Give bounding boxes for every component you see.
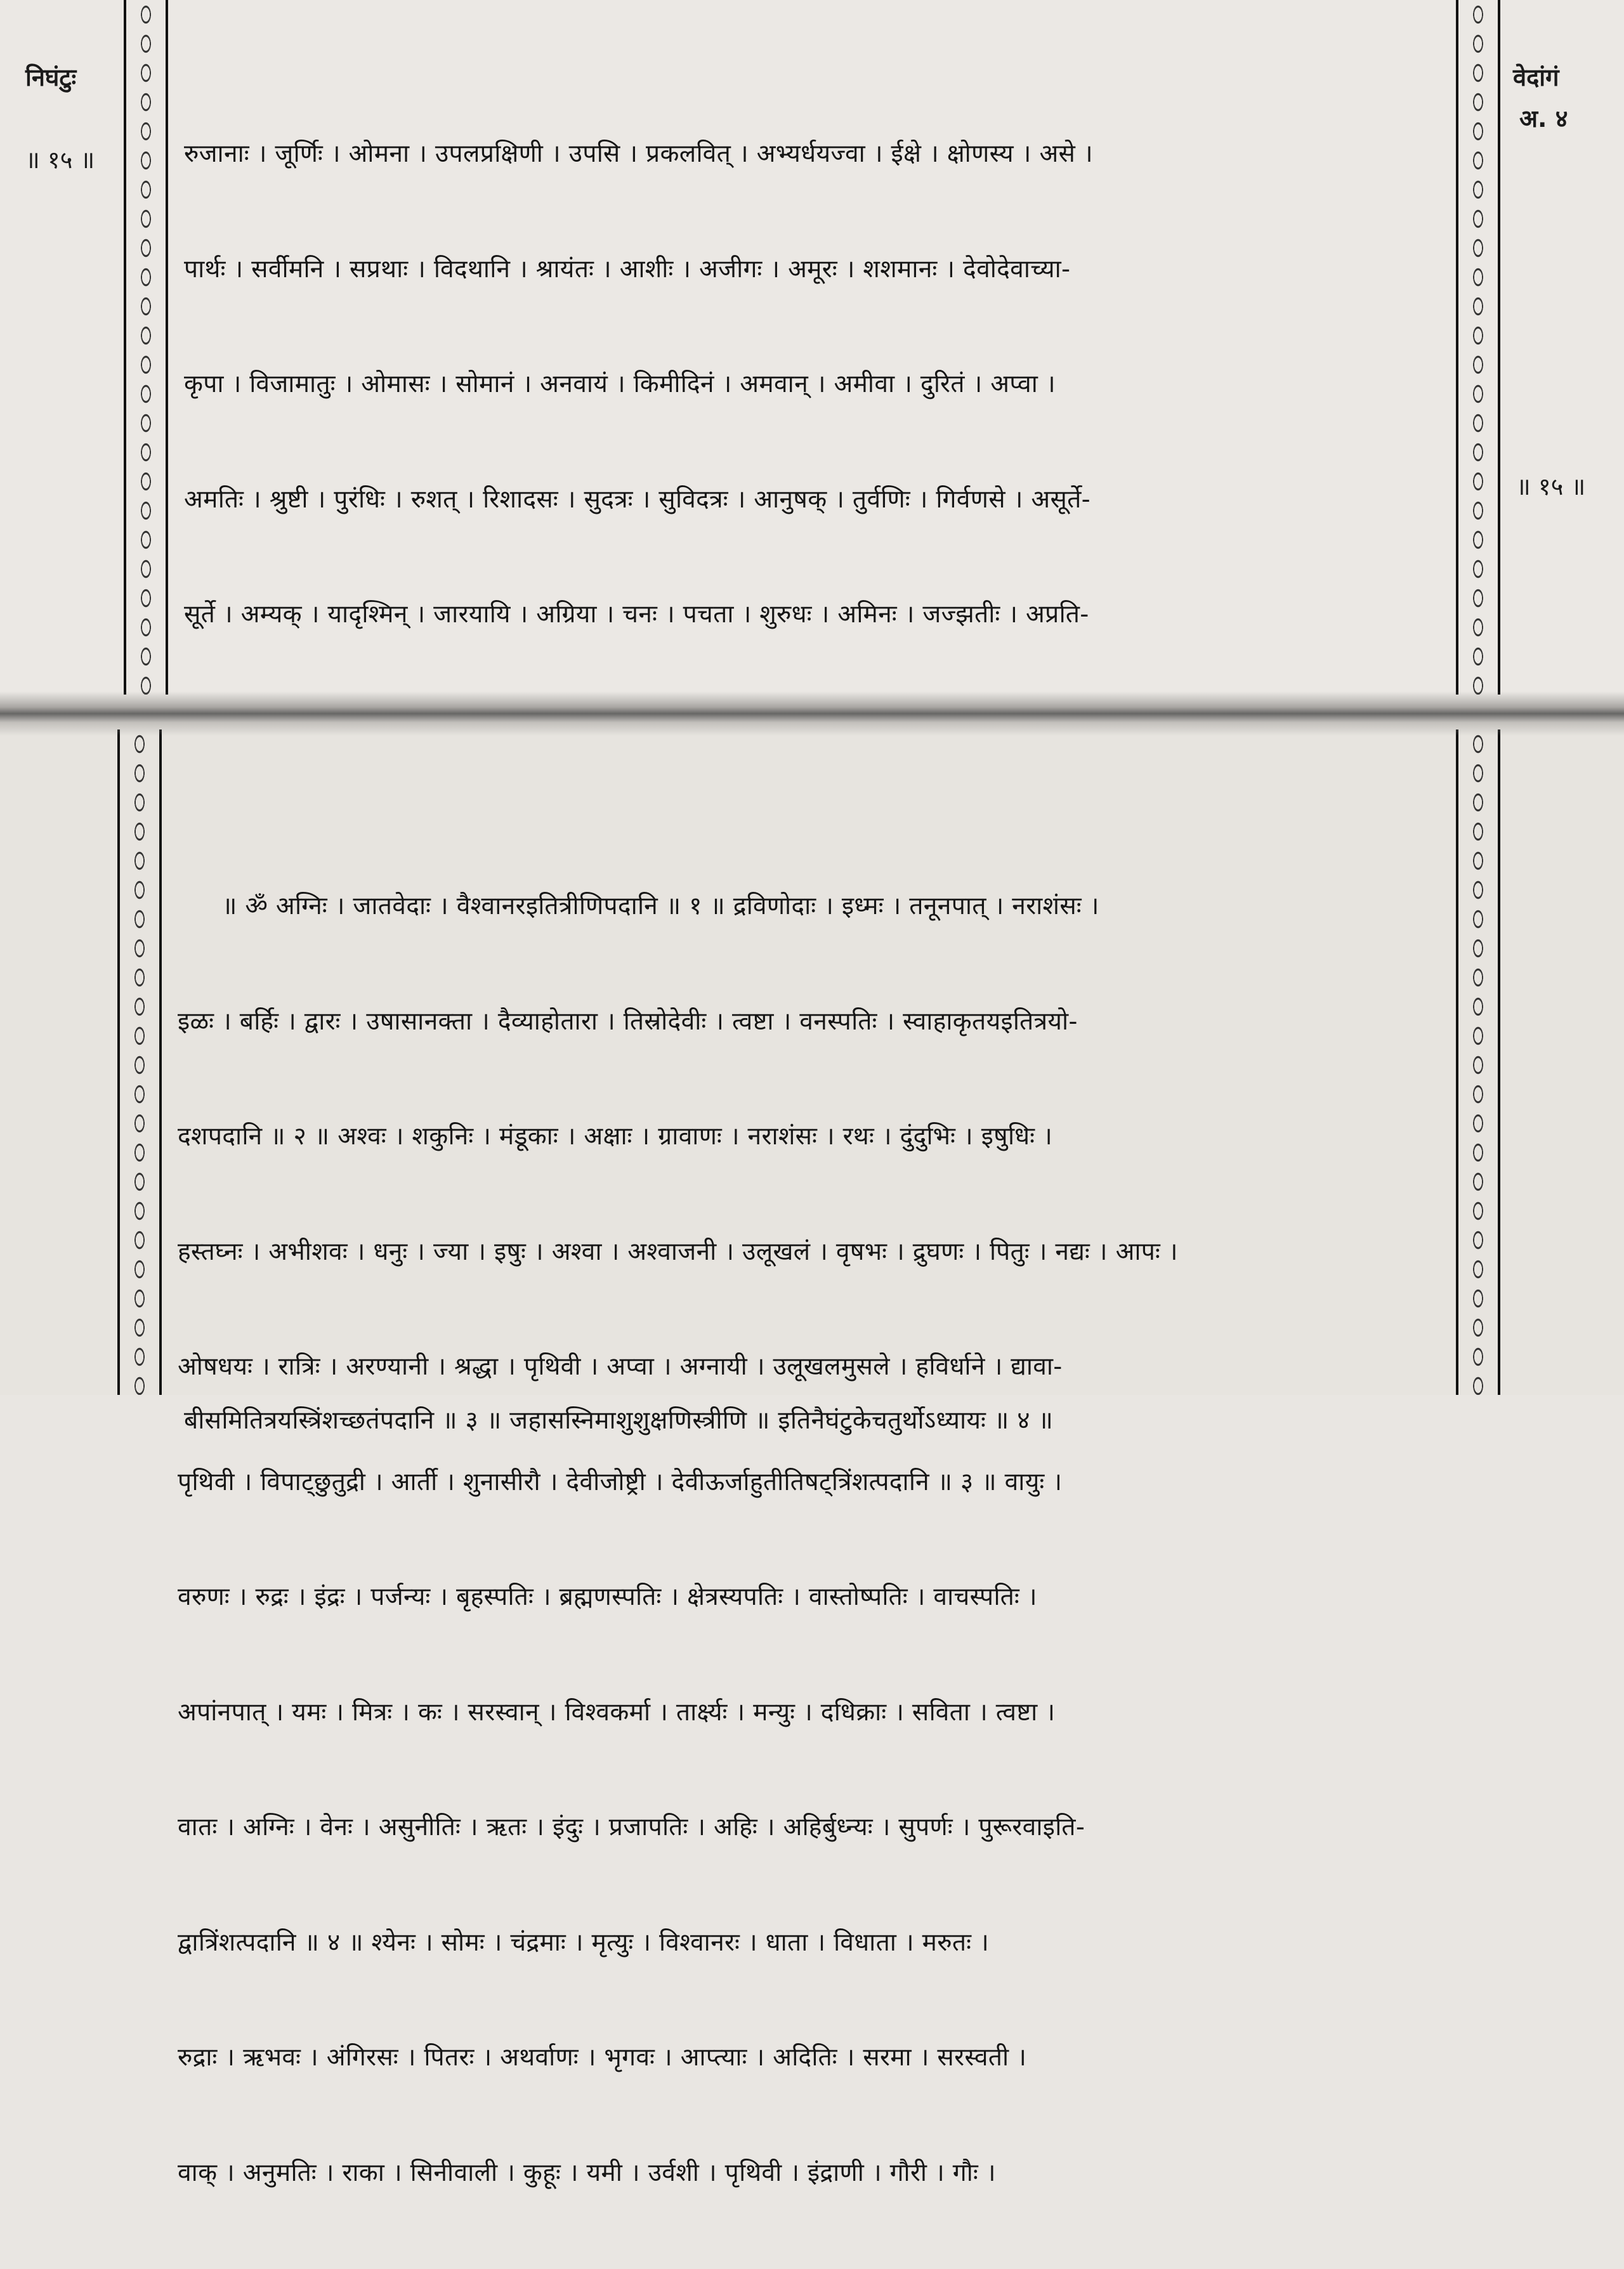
top-line: अमतिः । श्रुष्टी । पुरंधिः । रुशत् । रिशादसः । सुदत्रः । सुविदत्रः । आनुषक् । तुर्वणिः । गिर्वणसे । असूर्ते- xyxy=(184,485,1091,514)
bottom-line: इळः । बर्हिः । द्वारः । उषासानक्ता । दैव्याहोतारा । तिस्रोदेवीः । त्वष्टा । वनस्पतिः । स्वाहाकृतयइतित्रयो- xyxy=(178,1007,1078,1036)
left-ornamental-border xyxy=(124,0,168,695)
bottom-line: वातः । अग्निः । वेनः । असुनीतिः । ऋतः । इंदुः । प्रजापतिः । अहिः । अहिर्बुध्न्यः । सुपर्णः । पुरूरवाइति- xyxy=(178,1813,1085,1841)
top-line: पार्थः । सर्वीमनि । सप्रथाः । विदथानि । श्रायंतः । आशीः । अजीगः । अमूरः । शशमानः । देवोदेवाच्या- xyxy=(184,254,1071,284)
right-ornamental-border xyxy=(1456,729,1500,1395)
bottom-line: पृथिवी । विपाट्छुतुद्री । आर्ती । शुनासीरौ । देवीजोष्ट्री । देवीऊर्जाहुतीतिषट्त्रिंशत्पदानि ॥ ३ ॥ वायुः । xyxy=(178,1467,1063,1496)
top-line: सूर्ते । अम्यक् । यादृश्मिन् । जारयायि । अग्रिया । चनः । पचता । शुरुधः । अमिनः । जज्झतीः । अप्रति- xyxy=(184,600,1089,629)
bottom-line: वाक् । अनुमतिः । राका । सिनीवाली । कुहूः । यमी । उर्वशी । पृथिवी । इंद्राणी । गौरी । गौः । xyxy=(178,2158,996,2187)
bottom-line: ॥ ॐ अग्निः । जातवेदाः । वैश्वानरइतित्रीणिपदानि ॥ १ ॥ द्रविणोदाः । इध्मः । तनूनपात् । नराशंसः । xyxy=(222,892,1099,920)
bottom-line: ओषधयः । रात्रिः । अरण्यानी । श्रद्धा । पृथिवी । अप्वा । अग्नायी । उलूखलमुसले । हविर्धाने । द्यावा- xyxy=(178,1352,1063,1381)
right-ornamental-border xyxy=(1456,0,1500,695)
bottom-line: वरुणः । रुद्रः । इंद्रः । पर्जन्यः । बृहस्पतिः । ब्रह्मणस्पतिः । क्षेत्रस्यपतिः । वास्तोष्पतिः । वाचस्पतिः । xyxy=(178,1583,1037,1611)
bottom-line: द्वात्रिंशत्पदानि ॥ ४ ॥ श्येनः । सोमः । चंद्रमाः । मृत्युः । विश्वानरः । धाता । विधाता । मरुतः । xyxy=(178,1928,990,1957)
left-ornamental-border xyxy=(117,729,162,1395)
bottom-line: रुद्राः । ऋभवः । अंगिरसः । पितरः । अथर्वाणः । भृगवः । आप्त्याः । अदितिः । सरमा । सरस्वती । xyxy=(178,2043,1027,2072)
bottom-line: दशपदानि ॥ २ ॥ अश्वः । शकुनिः । मंडूकाः । अक्षाः । ग्रावाणः । नराशंसः । रथः । दुंदुभिः । इषुधिः । xyxy=(178,1122,1053,1151)
top-line: कृपा । विजामातुः । ओमासः । सोमानं । अनवायं । किमीदिनं । अमवान् । अमीवा । दुरितं । अप्वा । xyxy=(184,370,1056,398)
page-fold-shadow xyxy=(0,691,1624,736)
right-margin-title: वेदांगं xyxy=(1513,63,1559,91)
bottom-line: अपांनपात् । यमः । मित्रः । कः । सरस्वान् । विश्वकर्मा । तार्क्ष्यः । मन्युः । दधिक्राः । सविता । त्वष्टा । xyxy=(178,1697,1056,1727)
left-margin-section-number: ॥ १५ ॥ xyxy=(25,146,95,174)
top-line: बीसमितित्रयस्त्रिंशच्छतंपदानि ॥ ३ ॥ जहासस्निमाशुशुक्षणिस्त्रीणि ॥ इतिनैघंटुकेचतुर्थोऽध्यायः ॥ ४ ॥ xyxy=(184,1406,1054,1435)
top-line: रुजानाः । जूर्णिः । ओमना । उपलप्रक्षिणी । उपसि । प्रकलवित् । अभ्यर्धयज्वा । ईक्षे । क्षोणस्य । असे । xyxy=(184,140,1093,168)
right-margin-section-number: ॥ १५ ॥ xyxy=(1516,473,1586,500)
bottom-verse-text xyxy=(178,811,1178,2269)
left-margin-title: निघंटुः xyxy=(25,63,77,91)
right-margin-chapter: अ. ४ xyxy=(1519,105,1568,133)
bottom-line: हस्तघ्नः । अभीशवः । धनुः । ज्या । इषुः । अश्वा । अश्वाजनी । उलूखलं । वृषभः । द्रुघणः । पितुः । नद्यः । आपः । xyxy=(178,1237,1178,1266)
